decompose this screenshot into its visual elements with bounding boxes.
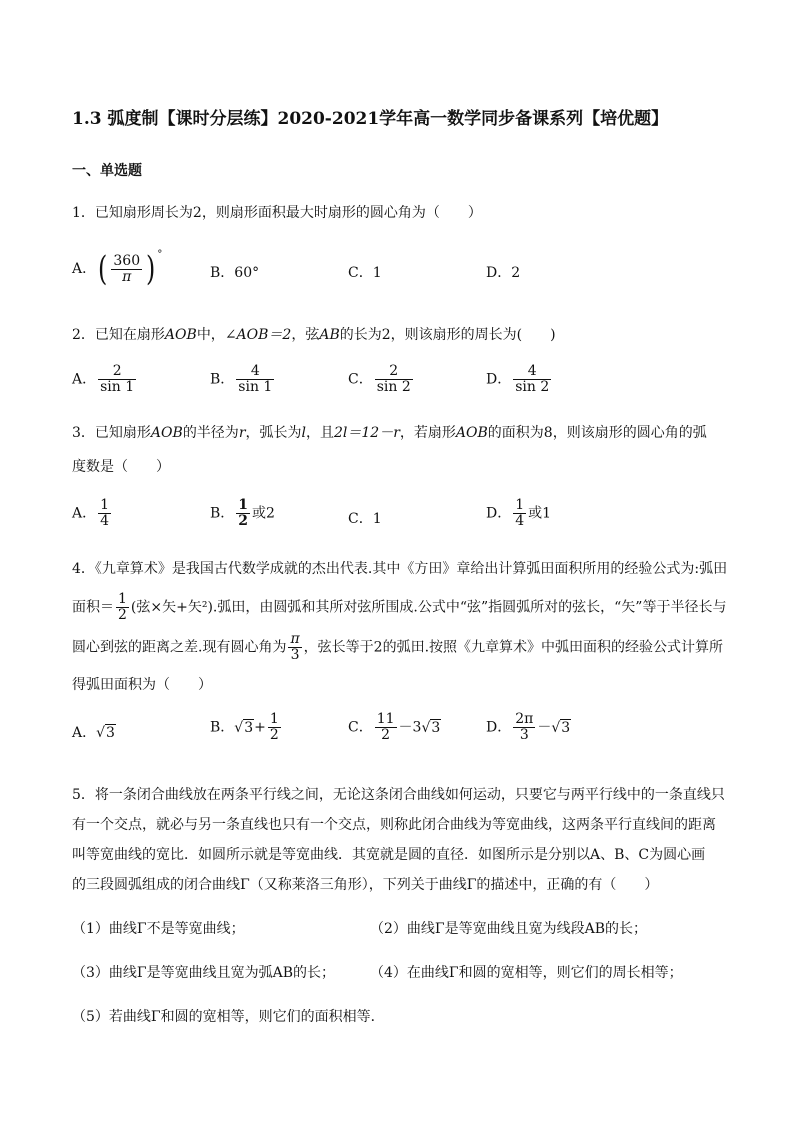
q2-s4: 的长为2，则该扇形的周长为( ) xyxy=(339,327,556,343)
q4-l3b: ，弦长等于2的弧田.按照《九章算术》中弧田面积的经验公式计算所 xyxy=(303,639,724,656)
q4-l2a: 面积＝ xyxy=(72,599,114,616)
q1-a-den: π xyxy=(122,268,132,285)
q2-angle: ∠AOB＝2 xyxy=(224,327,292,343)
q3-d-den: 4 xyxy=(515,513,525,529)
q4-line4: 得弧田面积为（ ） xyxy=(72,677,212,693)
q4-b-plus: + xyxy=(254,719,266,736)
q5-line1: 5．将一条闭合曲线放在两条平行线之间，无论这条闭合曲线如何运动，只要它与两平行线中的一条直线只 xyxy=(72,787,725,803)
q4-a-rad: 3 xyxy=(106,725,115,741)
q2-c-num: 2 xyxy=(375,364,413,380)
q2-b-den: sin 1 xyxy=(238,379,273,395)
q5-line2: 有一个交点，就必与另一条直线也只有一个交点，则称此闭合曲线为等宽曲线，这两条平行直线间的距离 xyxy=(72,817,716,833)
q4-d-rad: 3 xyxy=(561,719,571,736)
q3-s6: 的面积为8，则该扇形的圆心角的弧 xyxy=(487,425,707,441)
section-heading: 一、单选题 xyxy=(72,163,142,179)
q4-d-fraction xyxy=(513,712,535,743)
q4-b-sqrt: √3 xyxy=(234,719,254,736)
q4-c-label: C． xyxy=(348,719,373,736)
q3-b-label: B． xyxy=(210,505,235,522)
q4-option-c xyxy=(348,712,441,743)
q1-option-c: C．1 xyxy=(348,265,382,281)
q2-s2: 中， xyxy=(196,327,225,343)
q3-s4: ，且 xyxy=(306,425,334,441)
q3-b-num: 1 xyxy=(238,497,249,513)
q5-opt5: （5）若曲线Γ和圆的宽相等，则它们的面积相等． xyxy=(72,1009,385,1025)
q4-c-sqrt: √3 xyxy=(421,719,441,736)
q4-l3a: 圆心到弦的距离之差.现有圆心角为 xyxy=(72,639,287,656)
q5-opt2: （2）曲线Γ是等宽曲线且宽为线段AB的长； xyxy=(370,921,648,937)
q4-option-d xyxy=(486,712,571,743)
q4-c-rad: 3 xyxy=(431,719,441,736)
q3-option-b xyxy=(210,498,275,529)
q2-s1: 2．已知在扇形 xyxy=(72,327,165,343)
q2-d-num: 4 xyxy=(513,364,551,380)
q4-l3-num: π xyxy=(290,631,300,647)
q3-aob2: AOB xyxy=(455,425,488,441)
q2-s3: ，弦 xyxy=(291,327,320,343)
q2-stem xyxy=(72,328,556,342)
q3-a-den: 4 xyxy=(100,513,110,529)
q2-a-fraction xyxy=(98,364,136,395)
q3-b-fraction xyxy=(236,498,250,529)
q4-l3-fraction xyxy=(288,632,301,663)
q4-c-num: 11 xyxy=(376,711,395,727)
q3-s2: 的半径为 xyxy=(182,425,239,441)
q4-line1: 4．《九章算术》是我国古代数学成就的杰出代表.其中《方田》章给出计算弧田面积所用的经验公式为:弧田 xyxy=(72,561,728,577)
q5-opt3: （3）曲线Γ是等宽曲线且宽为弧AB的长； xyxy=(72,965,336,981)
q3-s3: ，弧长为 xyxy=(245,425,302,441)
q2-d-label: D． xyxy=(486,371,512,388)
q4-b-rad: 3 xyxy=(244,719,254,736)
q4-c-fraction xyxy=(375,712,397,743)
q2-c-label: C． xyxy=(348,371,373,388)
q2-d-fraction xyxy=(513,364,551,395)
q4-option-a xyxy=(72,726,116,740)
q4-d-minus: － xyxy=(537,719,552,736)
q3-a-num: 1 xyxy=(100,497,110,513)
q2-option-a xyxy=(72,364,138,395)
q3-s5: ，若扇形 xyxy=(399,425,456,441)
q2-aob: AOB xyxy=(164,327,197,343)
right-paren: ) xyxy=(146,249,156,289)
q2-option-c xyxy=(348,364,415,395)
q4-l2c: .弧田，由圆弧和其所对弦所围成.公式中“弦”指圆弧所对的弦长，“矢”等于半径长与 xyxy=(212,599,727,616)
q1-option-a xyxy=(72,249,163,289)
q2-a-num: 2 xyxy=(98,364,136,380)
q4-l2-num: 1 xyxy=(118,591,127,607)
q2-a-den: sin 1 xyxy=(100,379,135,395)
q3-a-label: A． xyxy=(72,505,97,522)
q4-c-minus: －3 xyxy=(398,719,422,736)
q5-opt1: （1）曲线Γ不是等宽曲线； xyxy=(72,921,245,937)
q2-option-b xyxy=(210,364,276,395)
q4-b-den: 2 xyxy=(269,727,279,743)
q1-a-num: 360 xyxy=(113,252,141,269)
left-paren: ( xyxy=(98,249,108,289)
q4-line3 xyxy=(72,632,723,663)
page-title: 1.3 弧度制【课时分层练】2020-2021学年高一数学同步备课系列【培优题】 xyxy=(72,109,669,129)
q1-stem: 1．已知扇形周长为2，则扇形面积最大时扇形的圆心角为（ ） xyxy=(72,205,482,221)
q4-b-label: B． xyxy=(210,719,235,736)
q4-option-b xyxy=(210,712,283,743)
q1-option-b: B．60° xyxy=(210,265,260,281)
q3-b-tail: 或2 xyxy=(252,505,275,522)
q4-d-label: D． xyxy=(486,719,512,736)
q3-s1: 3．已知扇形 xyxy=(72,425,151,441)
q2-c-fraction xyxy=(375,364,413,395)
q4-b-fraction xyxy=(268,712,281,743)
q3-option-c: C．1 xyxy=(348,511,382,527)
q4-l2b: (弦×矢+矢²) xyxy=(130,599,213,616)
q4-l2-fraction xyxy=(116,592,129,623)
q3-a-fraction xyxy=(98,498,111,529)
q4-l2-den: 2 xyxy=(118,607,127,623)
q2-ab: AB xyxy=(319,327,340,343)
q3-option-d xyxy=(486,498,551,529)
q5-opt4: （4）在曲线Γ和圆的宽相等，则它们的周长相等； xyxy=(370,965,683,981)
q3-r: r xyxy=(238,425,246,441)
q5-line3: 叫等宽曲线的宽比．如圆所示就是等宽曲线．其宽就是圆的直径．如图所示是分别以A、B、C为圆心画 xyxy=(72,847,706,863)
q3-option-a xyxy=(72,498,113,529)
q3-b-den: 2 xyxy=(238,513,249,529)
q1-option-d: D．2 xyxy=(486,265,521,281)
q3-d-fraction xyxy=(513,498,526,529)
q1-a-deg: ° xyxy=(157,249,163,260)
q1-a-label: A． xyxy=(72,261,97,277)
q4-d-sqrt: √3 xyxy=(551,719,571,736)
q3-eq: 2l＝12－r xyxy=(334,425,400,441)
q2-a-label: A． xyxy=(72,371,97,388)
q3-l: l xyxy=(301,425,306,441)
q4-l3-den: 3 xyxy=(290,647,300,663)
q2-b-label: B． xyxy=(210,371,235,388)
q4-b-num: 1 xyxy=(269,711,279,727)
q2-d-den: sin 2 xyxy=(515,379,550,395)
q4-d-den: 3 xyxy=(519,727,529,743)
q4-d-num: 2π xyxy=(515,711,534,727)
q4-a-label: A． xyxy=(72,725,97,741)
q2-option-d xyxy=(486,364,553,395)
q3-stem-line2: 度数是（ ） xyxy=(72,459,170,475)
q2-b-fraction xyxy=(236,364,274,395)
q1-a-fraction xyxy=(111,254,142,285)
q3-aob1: AOB xyxy=(150,425,183,441)
q2-c-den: sin 2 xyxy=(376,379,411,395)
q3-d-tail: 或1 xyxy=(528,505,552,522)
q2-b-num: 4 xyxy=(236,364,274,380)
q3-stem-line1 xyxy=(72,426,707,440)
q3-d-num: 1 xyxy=(515,497,525,513)
q3-d-label: D． xyxy=(486,505,512,522)
q5-line4: 的三段圆弧组成的闭合曲线Γ（又称莱洛三角形），下列关于曲线Γ的描述中，正确的有（ ） xyxy=(72,877,659,893)
q4-line2 xyxy=(72,592,726,623)
q4-c-den: 2 xyxy=(381,727,391,743)
q4-a-sqrt: √3 xyxy=(96,725,115,741)
